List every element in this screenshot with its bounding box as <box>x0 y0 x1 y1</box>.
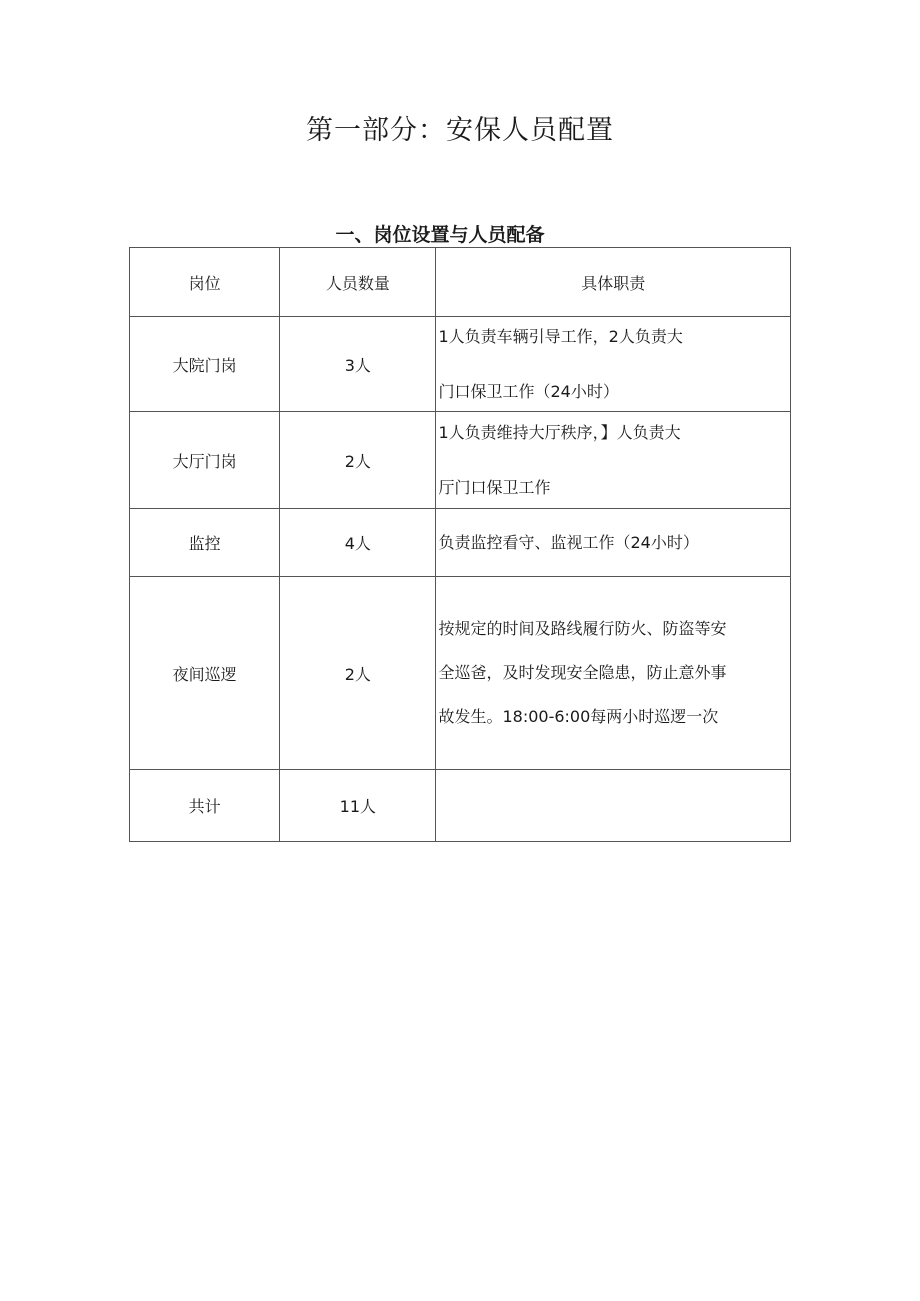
total-label-cell: 共计 <box>130 770 280 842</box>
post-cell: 大院门岗 <box>130 317 280 412</box>
duty-cell-empty <box>436 770 791 842</box>
duty-cell <box>436 412 791 509</box>
post-cell: 监控 <box>130 509 280 577</box>
count-cell: 2人 <box>280 412 436 509</box>
table-row <box>130 317 791 412</box>
duty-line: 门口保卫工作（24小时） <box>438 382 619 401</box>
duty-line: 按规定的时间及路线履行防火、防盗等安 <box>438 619 727 638</box>
duty-line: 故发生。18:00-6:00每两小时巡逻一次 <box>438 707 719 726</box>
duty-cell <box>436 509 791 577</box>
table-row <box>130 577 791 770</box>
staff-allocation-table <box>129 247 791 842</box>
header-post: 岗位 <box>130 248 280 317</box>
total-count-cell: 11人 <box>280 770 436 842</box>
post-cell: 大厅门岗 <box>130 412 280 509</box>
duty-line: 负责监控看守、监视工作（24小时） <box>438 533 699 552</box>
duty-line: 全巡爸，及时发现安全隐患，防止意外事 <box>438 663 727 682</box>
duty-cell <box>436 317 791 412</box>
duty-line: 厅门口保卫工作 <box>438 478 551 497</box>
section-title: 一、岗位设置与人员配备 <box>335 224 545 246</box>
duty-cell <box>436 577 791 770</box>
table-header-row <box>130 248 791 317</box>
count-cell: 2人 <box>280 577 436 770</box>
header-duty: 具体职责 <box>436 248 791 317</box>
count-cell: 3人 <box>280 317 436 412</box>
table-row-total <box>130 770 791 842</box>
table-row <box>130 509 791 577</box>
page-title: 第一部分：安保人员配置 <box>306 115 614 146</box>
table-row <box>130 412 791 509</box>
duty-line: 1人负责维持大厅秩序，】人负责大 <box>438 423 681 442</box>
header-count: 人员数量 <box>280 248 436 317</box>
duty-line: 1人负责车辆引导工作，2人负责大 <box>438 327 683 346</box>
count-cell: 4人 <box>280 509 436 577</box>
post-cell: 夜间巡逻 <box>130 577 280 770</box>
